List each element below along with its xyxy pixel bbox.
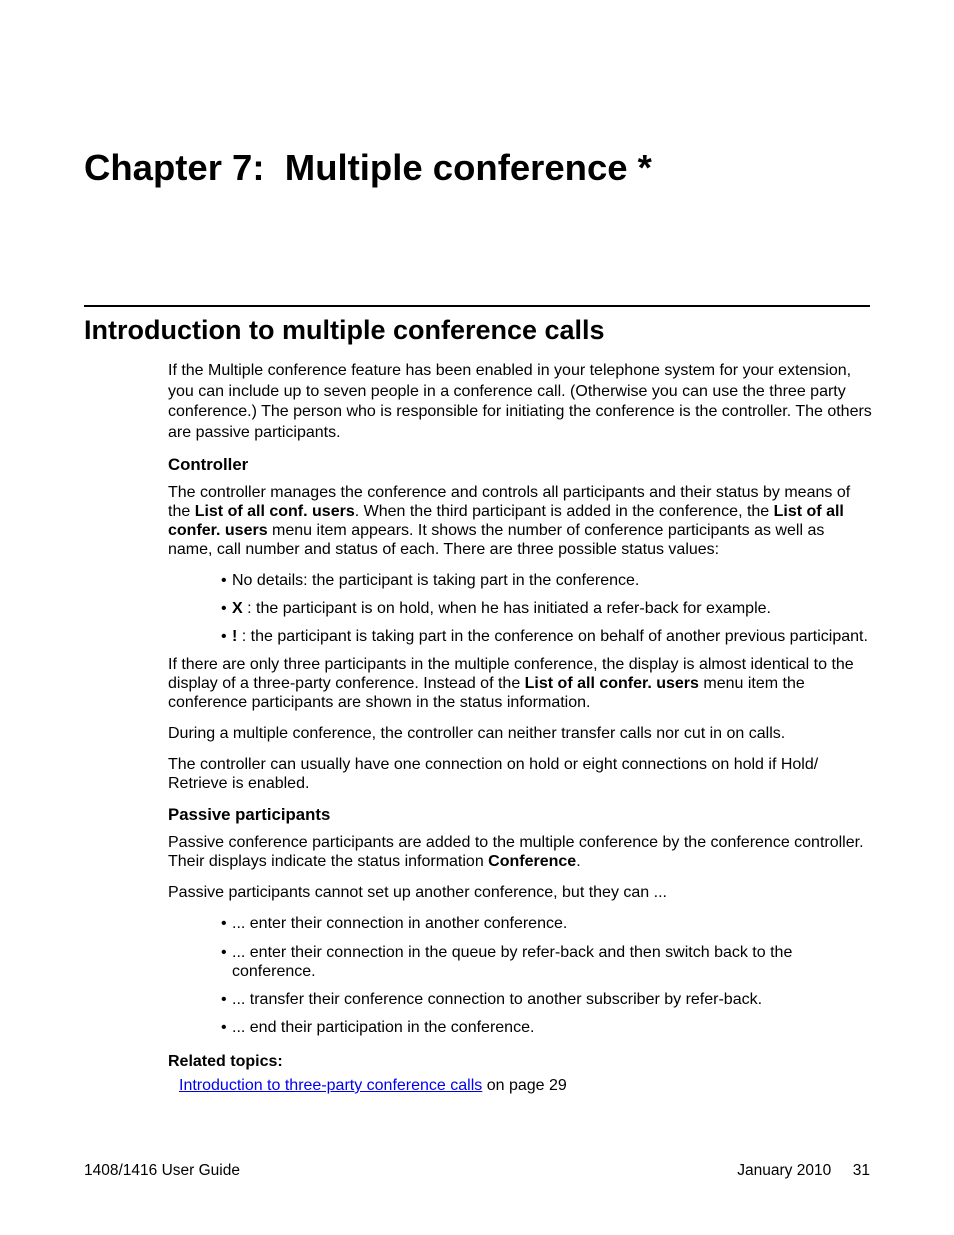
text-run: The controller manages the conference and controls all participants and their status by means of the [168,484,851,520]
list-item: • ... enter their connection in another conference. [168,914,872,933]
section-divider [84,305,870,307]
passive-paragraph-1 [168,833,872,871]
related-topics-label: Related topics: [168,1053,283,1070]
menu-item-name: List of all confer. users [524,675,699,692]
section-body [168,361,872,1095]
menu-item-name: List of all confer. users [168,503,844,539]
controller-heading: Controller [168,455,249,474]
controller-paragraph-4: The controller can usually have one connection on hold or eight connections on hold if Hold/ Retrieve is enabled. [168,756,819,792]
status-symbol: X [232,600,243,617]
status-values-list [168,571,872,646]
related-topic-link[interactable]: Introduction to three-party conference calls [179,1077,483,1094]
status-symbol: ! [232,628,238,645]
status-name: Conference [488,853,577,870]
footer-document-title: 1408/1416 User Guide [84,1162,240,1179]
controller-paragraph-3: During a multiple conference, the controller can neither transfer calls nor cut in on calls. [168,725,786,742]
controller-paragraph-2 [168,655,872,712]
intro-paragraph: If the Multiple conference feature has been enabled in your telephone system for your extension, you can include up to seven people in a conference call. (Otherwise you can use the three party conference.) The person who is responsible for initiating the conference is the controller. The others are passive participants. [168,362,872,441]
menu-item-name: List of all conf. users [194,503,355,520]
text-run: . [576,853,581,870]
related-topic-line [168,1076,872,1095]
text-run: menu item appears. It shows the number of conference participants as well as name, call number and status of each. There are three possible status values: [168,522,825,558]
list-item [168,599,872,618]
list-item: • ... end their participation in the conference. [168,1018,872,1037]
passive-paragraph-2: Passive participants cannot set up another conference, but they can ... [168,884,667,901]
list-item [168,571,872,590]
list-item [168,627,872,646]
list-item: • ... transfer their conference connection to another subscriber by refer-back. [168,990,872,1009]
text-run: Passive conference participants are added to the multiple conference by the conference controller. Their displays indicate the status information [168,834,864,870]
text-run: . When the third participant is added in the conference, the [354,503,774,520]
section-title: Introduction to multiple conference calls [84,315,605,345]
passive-abilities-list [168,914,872,1037]
chapter-title: Chapter 7: Multiple conference * [84,147,652,188]
controller-paragraph-1 [168,483,872,559]
list-item-text: : the participant is taking part in the conference on behalf of another previous participant. [237,628,868,645]
list-item-text: No details: the participant is taking part in the conference. [232,572,640,589]
list-item: • ... enter their connection in the queue by refer-back and then switch back to the conference. [168,943,872,981]
passive-heading: Passive participants [168,805,331,824]
footer-date-page: January 2010 31 [737,1162,870,1179]
text-run: If there are only three participants in the multiple conference, the display is almost identical to the display of a three-party conference. Instead of the [168,656,854,692]
text-run: menu item the conference participants are shown in the status information. [168,675,805,711]
list-item-text: : the participant is on hold, when he has initiated a refer-back for example. [242,600,771,617]
page-reference: on page 29 [482,1077,567,1094]
